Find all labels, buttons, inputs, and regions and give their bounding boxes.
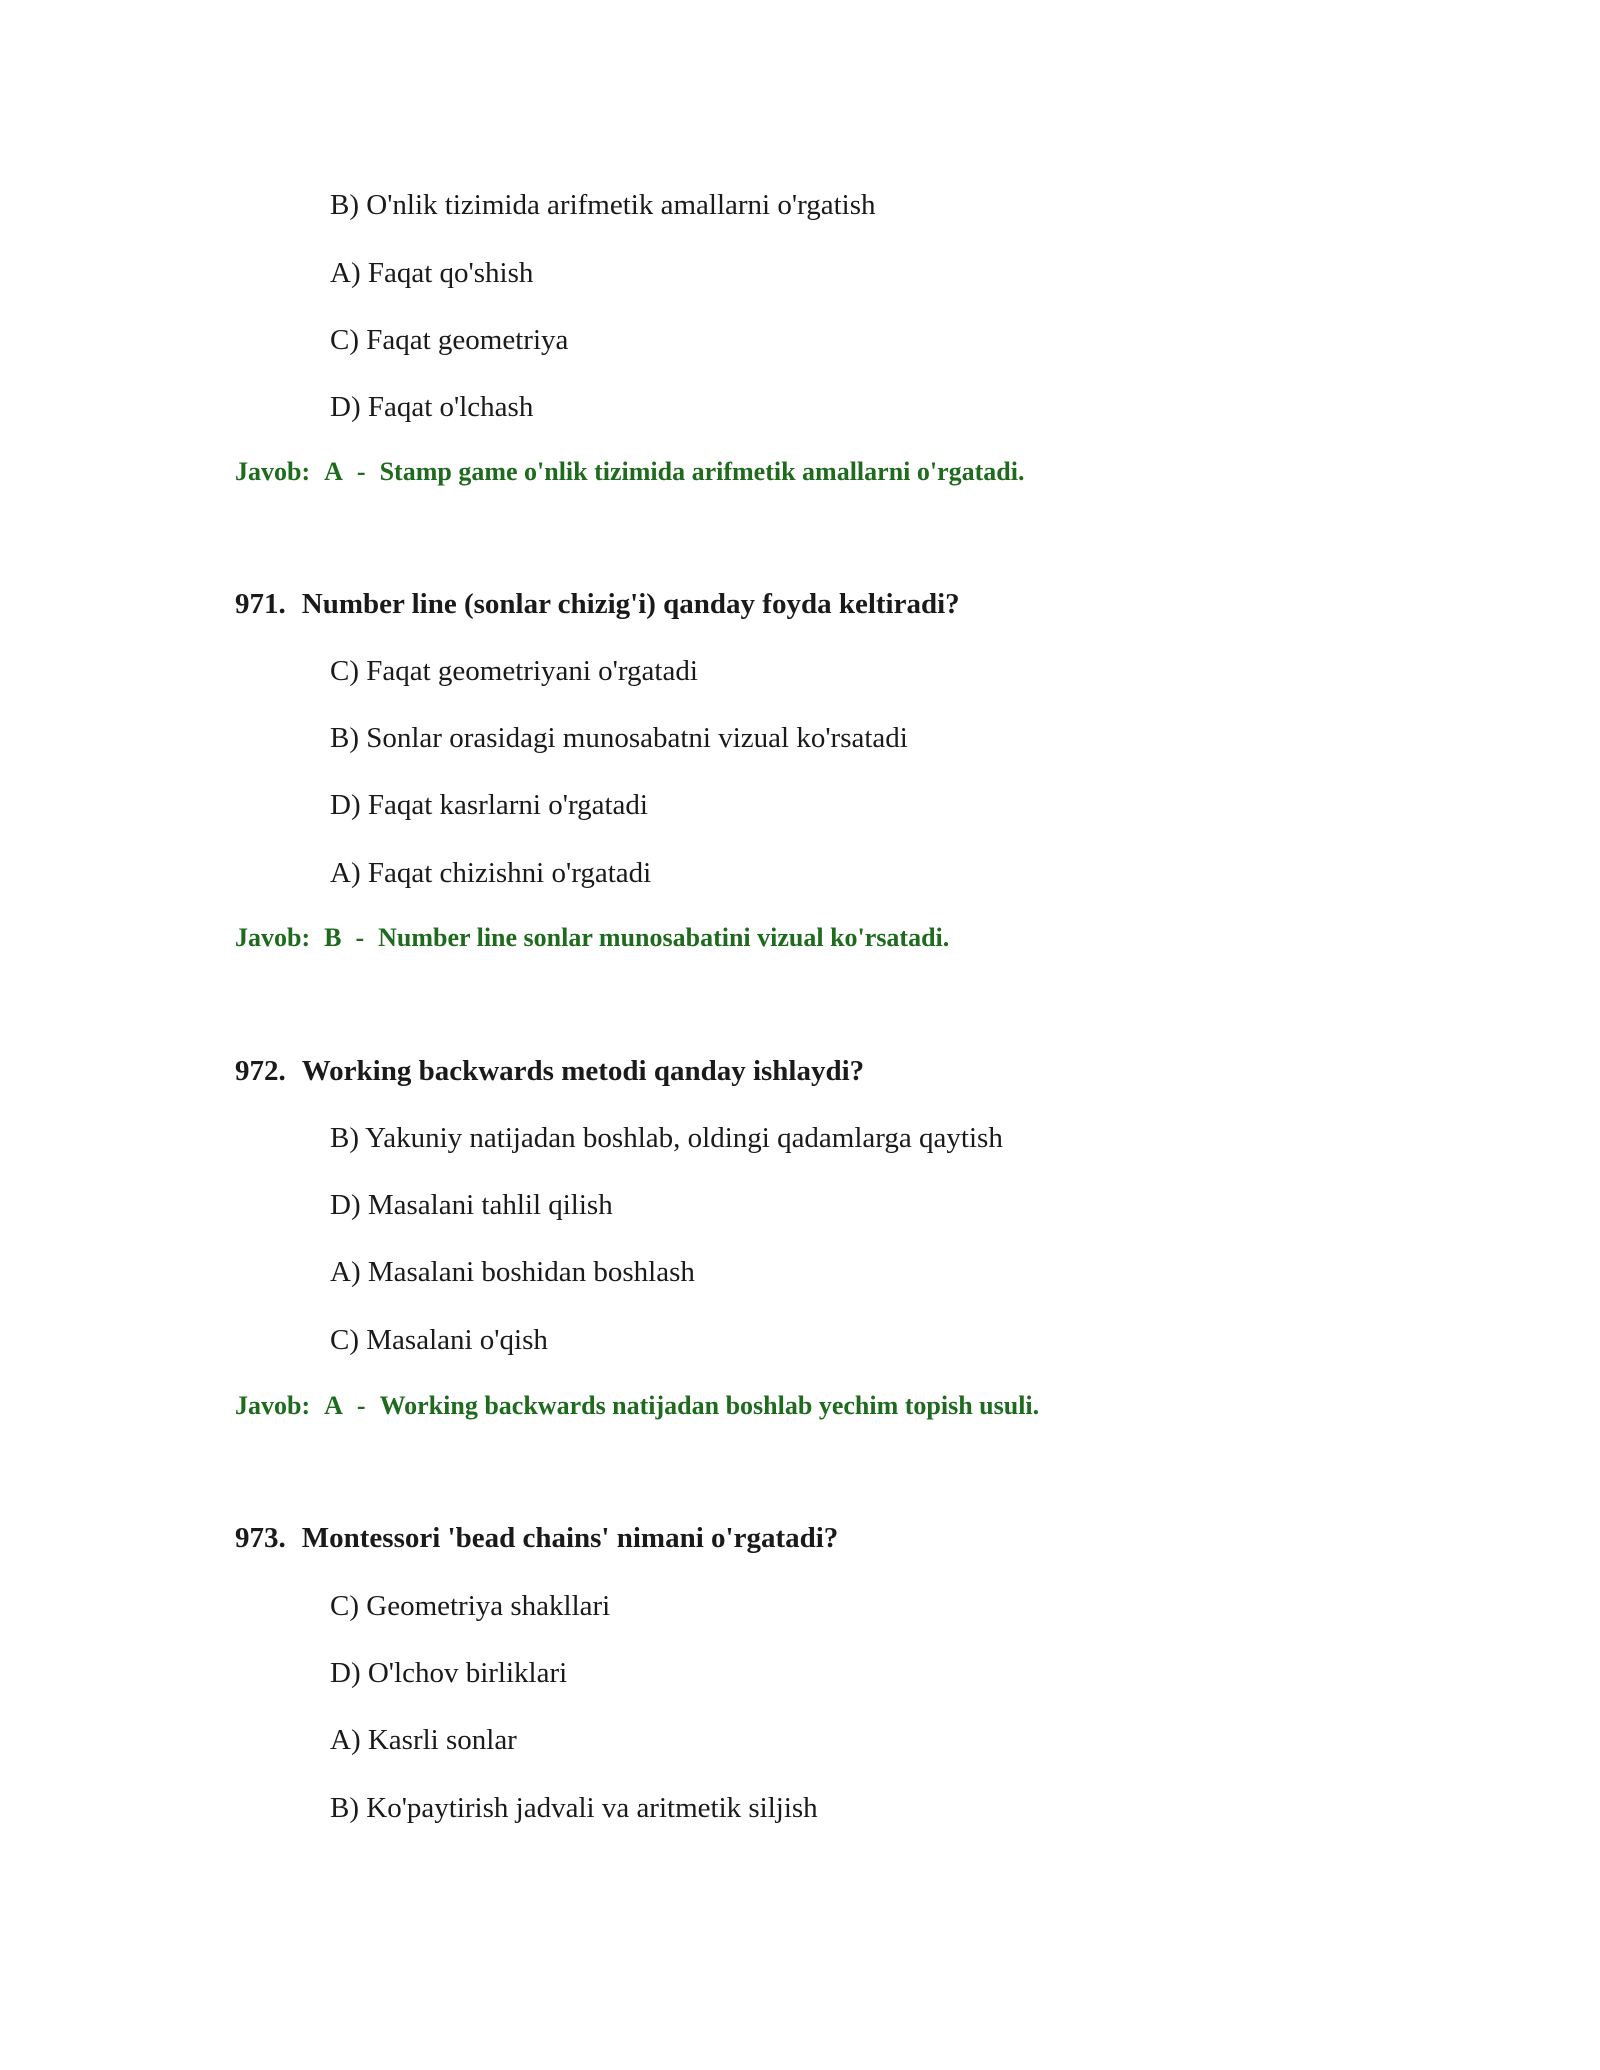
option-973-1: C) Geometriya shakllari: [330, 1590, 611, 1622]
answer-label: Javob:: [235, 1391, 311, 1420]
question-text: Montessori 'bead chains' nimani o'rgatadi?: [301, 1522, 839, 1554]
answer-text: Stamp game o'nlik tizimida arifmetik amallarni o'rgatadi.: [379, 457, 1025, 486]
answer-dash: -: [356, 1391, 366, 1420]
question-971: [235, 587, 960, 621]
answer-text: Number line sonlar munosabatini vizual ko'rsatadi.: [378, 923, 950, 952]
question-text: Working backwards metodi qanday ishlaydi?: [301, 1055, 865, 1087]
answer-letter: A: [324, 1391, 343, 1420]
question-number: 971.: [235, 588, 286, 620]
answer-dash: -: [355, 923, 365, 952]
question-number: 972.: [235, 1055, 286, 1087]
option-973-2: D) O'lchov birliklari: [330, 1657, 568, 1689]
question-number: 973.: [235, 1522, 286, 1554]
option-prev-b: B) O'nlik tizimida arifmetik amallarni o'rgatish: [330, 189, 876, 221]
option-971-4: A) Faqat chizishni o'rgatadi: [330, 857, 652, 889]
question-972: [235, 1054, 864, 1088]
question-973: [235, 1521, 838, 1555]
option-prev-d: D) Faqat o'lchash: [330, 391, 534, 423]
question-text: Number line (sonlar chizig'i) qanday foyda keltiradi?: [301, 588, 960, 620]
answer-letter: B: [324, 923, 342, 952]
option-prev-c: C) Faqat geometriya: [330, 324, 569, 356]
option-prev-a: A) Faqat qo'shish: [330, 257, 534, 289]
option-973-3: A) Kasrli sonlar: [330, 1724, 517, 1756]
option-972-3: A) Masalani boshidan boshlash: [330, 1256, 695, 1288]
answer-text: Working backwards natijadan boshlab yechim topish usuli.: [379, 1391, 1040, 1420]
option-972-1: B) Yakuniy natijadan boshlab, oldingi qadamlarga qaytish: [330, 1122, 1003, 1154]
answer-972: [235, 1390, 1039, 1422]
option-972-2: D) Masalani tahlil qilish: [330, 1189, 613, 1221]
option-971-3: D) Faqat kasrlarni o'rgatadi: [330, 789, 648, 821]
answer-971: [235, 922, 949, 954]
answer-label: Javob:: [235, 457, 311, 486]
option-973-4: B) Ko'paytirish jadvali va aritmetik siljish: [330, 1792, 818, 1824]
answer-prev: [235, 456, 1025, 488]
option-972-4: C) Masalani o'qish: [330, 1324, 548, 1356]
answer-dash: -: [356, 457, 366, 486]
option-971-1: C) Faqat geometriyani o'rgatadi: [330, 655, 698, 687]
answer-label: Javob:: [235, 923, 311, 952]
option-971-2: B) Sonlar orasidagi munosabatni vizual ko'rsatadi: [330, 722, 908, 754]
answer-letter: A: [324, 457, 343, 486]
